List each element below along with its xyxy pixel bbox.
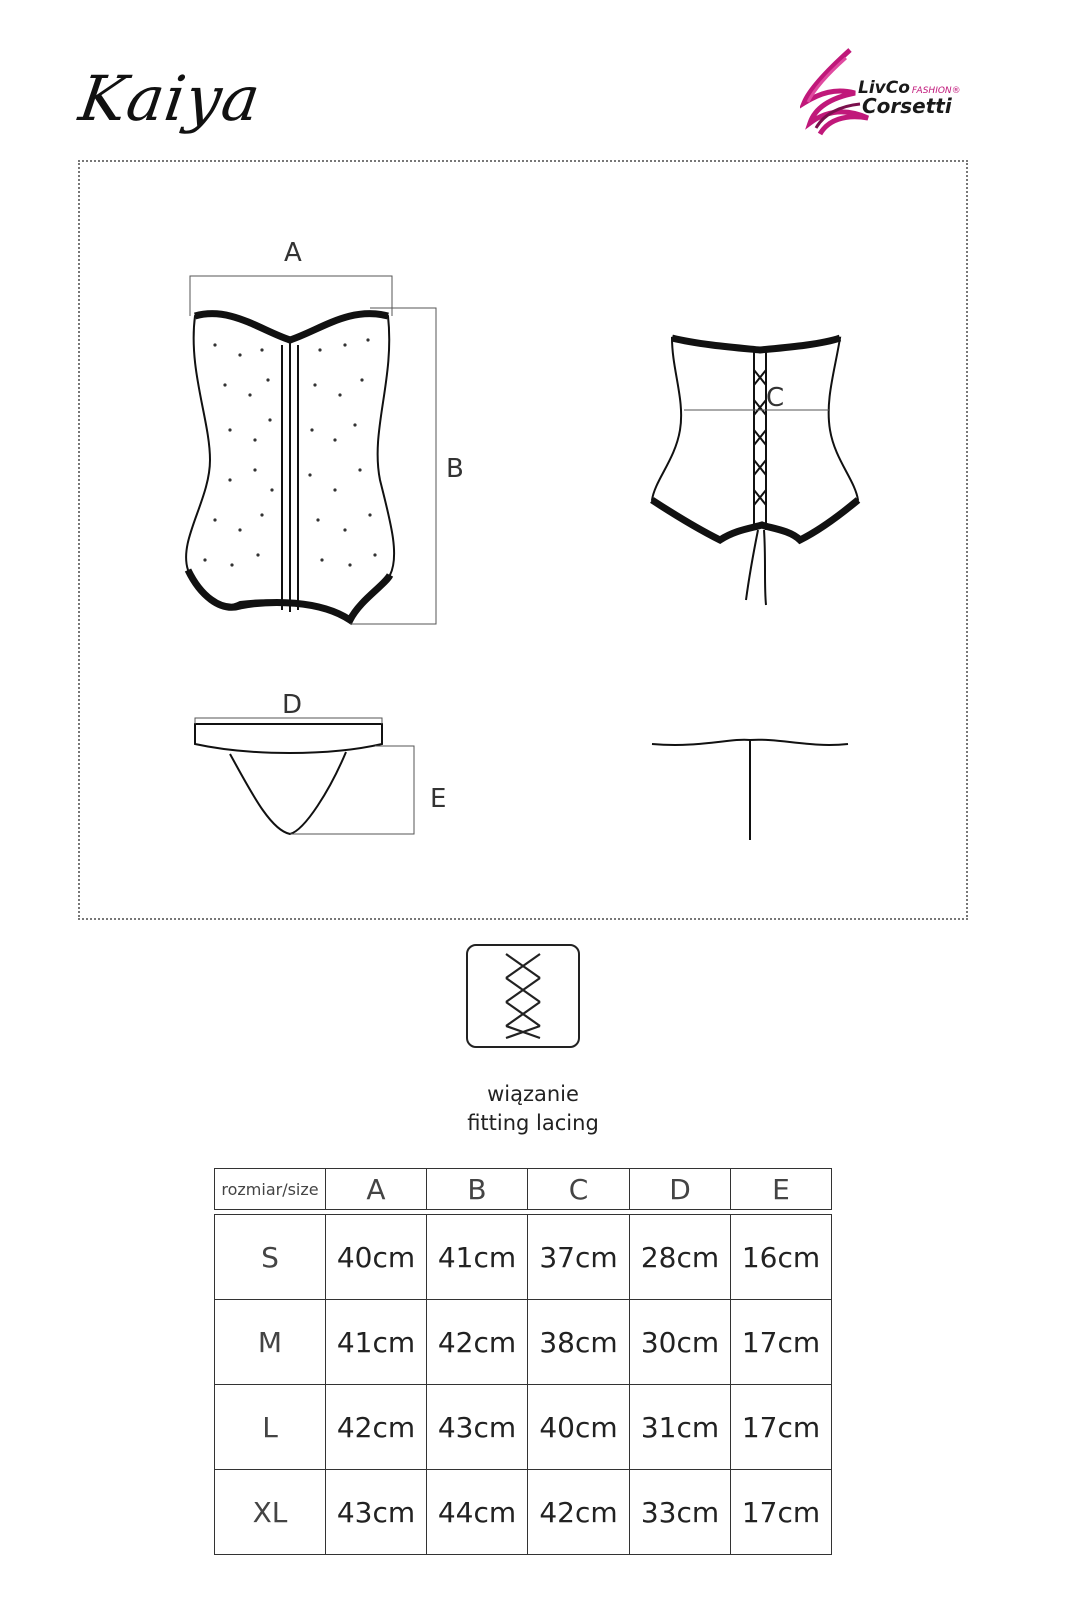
value-cell: 17cm: [731, 1300, 832, 1385]
dimension-a-bracket: [190, 276, 392, 316]
value-cell: 41cm: [326, 1300, 427, 1385]
value-cell: 40cm: [326, 1214, 427, 1300]
dimension-label-b: B: [446, 454, 464, 484]
lacing-label-pl: wiązanie: [487, 1082, 579, 1106]
cross-lacing-icon: [468, 946, 578, 1046]
value-cell: 42cm: [427, 1300, 528, 1385]
column-header-c: C: [528, 1168, 630, 1210]
column-header-d: D: [630, 1168, 731, 1210]
table-row: [214, 1385, 832, 1470]
thong-back-drawing: [652, 740, 848, 840]
value-cell: 42cm: [528, 1470, 630, 1555]
table-row: [214, 1300, 832, 1385]
value-cell: 40cm: [528, 1385, 630, 1470]
value-cell: 41cm: [427, 1214, 528, 1300]
value-cell: 42cm: [326, 1385, 427, 1470]
corset-front-drawing: [186, 314, 394, 620]
value-cell: 31cm: [630, 1385, 731, 1470]
size-cell: S: [214, 1214, 326, 1300]
value-cell: 17cm: [731, 1385, 832, 1470]
dimension-label-d: D: [282, 690, 303, 720]
product-title: Kaiya: [74, 62, 266, 135]
size-table: [214, 1168, 832, 1555]
value-cell: 17cm: [731, 1470, 832, 1555]
value-cell: 16cm: [731, 1214, 832, 1300]
corset-back-drawing: [652, 338, 858, 605]
table-row: [214, 1214, 832, 1300]
size-header-label: rozmiar/size: [214, 1168, 326, 1210]
value-cell: 37cm: [528, 1214, 630, 1300]
dimension-label-c: C: [766, 383, 785, 413]
size-cell: L: [214, 1385, 326, 1470]
value-cell: 43cm: [427, 1385, 528, 1470]
column-header-a: A: [326, 1168, 427, 1210]
size-cell: XL: [214, 1470, 326, 1555]
value-cell: 44cm: [427, 1470, 528, 1555]
column-header-e: E: [731, 1168, 832, 1210]
value-cell: 38cm: [528, 1300, 630, 1385]
brand-name-livco: LivCo FASHION®: [858, 78, 961, 98]
column-header-b: B: [427, 1168, 528, 1210]
dimension-e-bracket: [290, 746, 414, 834]
thong-front-drawing: [195, 724, 382, 834]
value-cell: 33cm: [630, 1470, 731, 1555]
brand-name-corsetti: Corsetti: [862, 94, 952, 118]
value-cell: 28cm: [630, 1214, 731, 1300]
value-cell: 30cm: [630, 1300, 731, 1385]
lacing-icon: [466, 944, 580, 1048]
dimension-label-e: E: [430, 784, 447, 814]
lacing-label-en: fitting lacing: [467, 1111, 599, 1135]
size-table-header: [214, 1168, 832, 1210]
size-cell: M: [214, 1300, 326, 1385]
value-cell: 43cm: [326, 1470, 427, 1555]
dimension-label-a: A: [284, 238, 302, 268]
table-row: [214, 1470, 832, 1555]
